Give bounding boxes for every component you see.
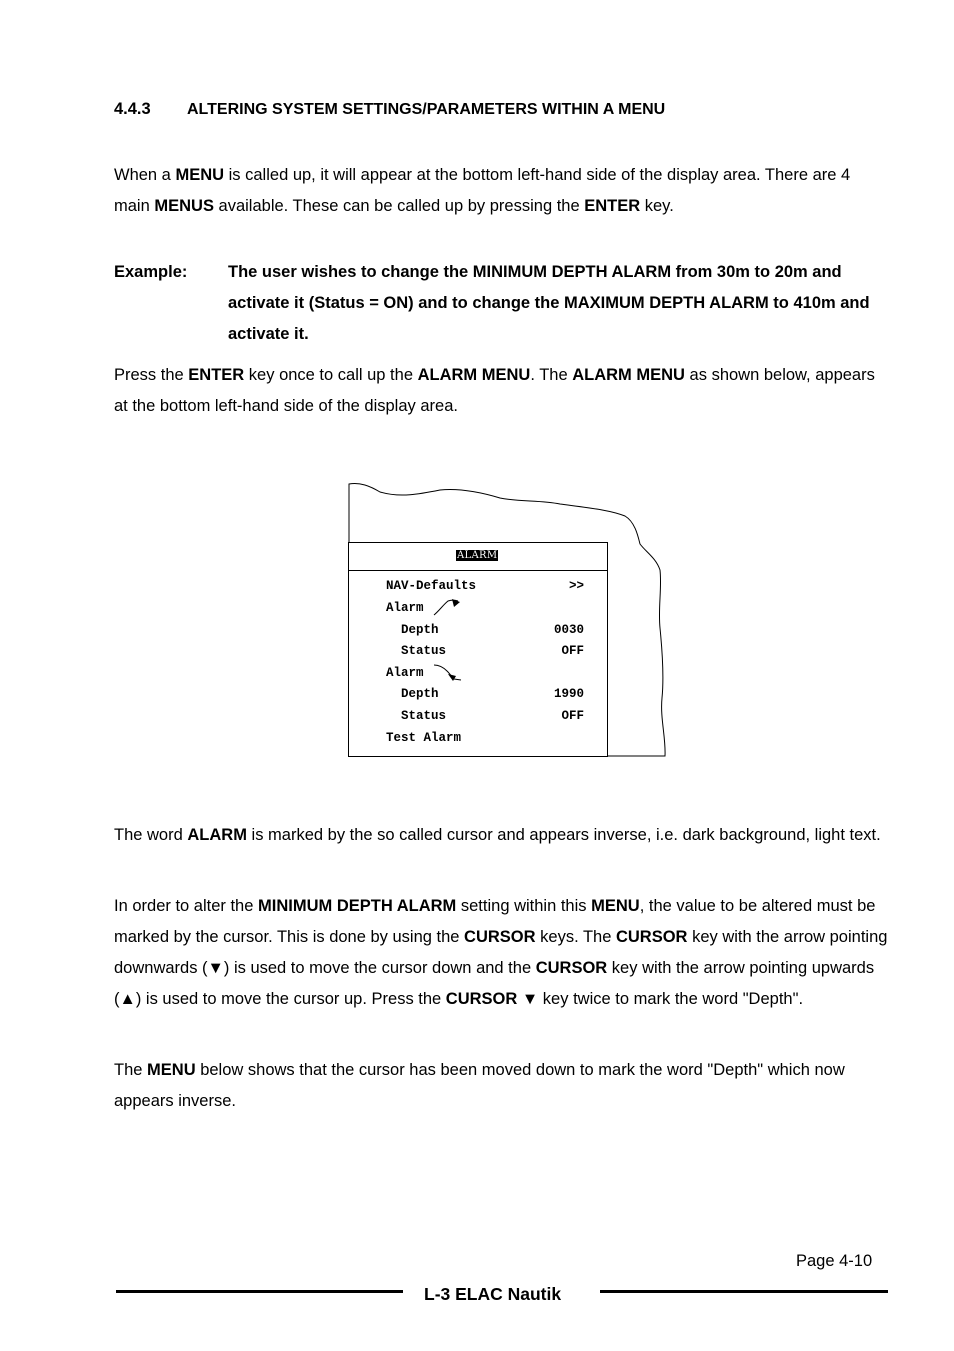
section-heading <box>114 100 665 119</box>
page-number: Page 4-10 <box>796 1252 873 1270</box>
menu-value-nav-defaults: >> <box>568 579 584 593</box>
text: key with the arrow pointing upwards (▲) is used to move the cursor up. Press the <box>114 959 875 1008</box>
text: key once to call up the <box>244 366 418 384</box>
bold-text: ALARM <box>187 826 247 844</box>
menu-item-alarm-min: Alarm <box>386 601 424 615</box>
menu-value-depth-max: 1990 <box>553 687 584 701</box>
bold-text: MENU <box>591 897 640 915</box>
menu-item-depth-max: Depth <box>386 687 439 701</box>
text: as shown below, appears at the bottom left-hand side of the display area. <box>114 366 875 415</box>
menu-value-depth-min: 0030 <box>553 623 584 637</box>
example-text: The user wishes to change the MINIMUM DEPTH ALARM from 30m to 20m and activate it (Status = ON) and to change the MAXIMUM DEPTH ALARM to 410m and activate it. <box>228 263 870 343</box>
text: Press the <box>114 366 189 384</box>
alter-paragraph <box>114 891 889 1015</box>
arrow-up-icon <box>433 599 465 617</box>
text: key. <box>640 197 674 215</box>
menu-item-nav-defaults: NAV-Defaults <box>386 579 477 593</box>
footer-rule-right <box>600 1290 888 1293</box>
section-title: ALTERING SYSTEM SETTINGS/PARAMETERS WITHIN A MENU <box>187 101 666 118</box>
menu-value-status-min: OFF <box>561 644 584 658</box>
text: below shows that the cursor has been moved down to mark the word "Depth" which now appears inverse. <box>114 1061 845 1110</box>
menu-item-depth-min: Depth <box>386 623 439 637</box>
bold-text: MENU <box>175 166 225 184</box>
footer-brand: L-3 ELAC Nautik <box>424 1284 562 1304</box>
text: setting within this <box>456 897 592 915</box>
menu-item-test-alarm: Test Alarm <box>386 731 462 745</box>
text: available. These can be called up by pressing the <box>213 197 585 215</box>
text: key with the arrow pointing downwards (▼) is used to move the cursor down and the <box>114 928 888 977</box>
bold-text: MENU <box>147 1061 196 1079</box>
text: The <box>114 1061 148 1079</box>
word-alarm-paragraph <box>114 820 889 851</box>
bold-text: MINIMUM DEPTH ALARM <box>258 897 457 915</box>
section-number: 4.4.3 <box>114 100 151 118</box>
text: key twice to mark the word "Depth". <box>538 990 804 1008</box>
text: . The <box>530 366 573 384</box>
menu-item-status-min: Status <box>386 644 447 658</box>
text: The word <box>114 826 188 844</box>
text: , the value to be altered must be marked by the cursor. This is done by using the <box>114 897 876 946</box>
text: keys. The <box>535 928 616 946</box>
menu-header <box>349 543 607 571</box>
menu-item-alarm-max: Alarm <box>386 666 424 680</box>
text: When a <box>114 166 176 184</box>
menu-item-status-max: Status <box>386 709 447 723</box>
footer-rule-left <box>116 1290 403 1293</box>
menu-value-status-max: OFF <box>561 709 584 723</box>
example-label: Example: <box>114 263 188 281</box>
text: is marked by the so called cursor and appears inverse, i.e. dark background, light text. <box>246 826 881 844</box>
press-paragraph <box>114 360 889 422</box>
bold-text: CURSOR <box>535 959 608 977</box>
menu-title-cursor: ALARM <box>457 550 498 561</box>
arrow-down-icon <box>433 663 465 683</box>
bold-text: ENTER <box>188 366 245 384</box>
alarm-menu <box>348 542 608 757</box>
text: In order to alter the <box>114 897 258 915</box>
bold-text: CURSOR <box>615 928 688 946</box>
bold-text: CURSOR <box>464 928 536 946</box>
bold-text: MENUS <box>154 197 214 215</box>
intro-paragraph <box>114 160 889 222</box>
bold-text: ALARM MENU <box>572 366 685 384</box>
below-paragraph <box>114 1055 889 1117</box>
bold-text: ALARM MENU <box>417 366 531 384</box>
bold-text: ENTER <box>584 197 641 215</box>
text: is called up, it will appear at the bottom left-hand side of the display area. There are 4 main <box>114 166 851 215</box>
bold-text: CURSOR ▼ <box>445 990 539 1008</box>
